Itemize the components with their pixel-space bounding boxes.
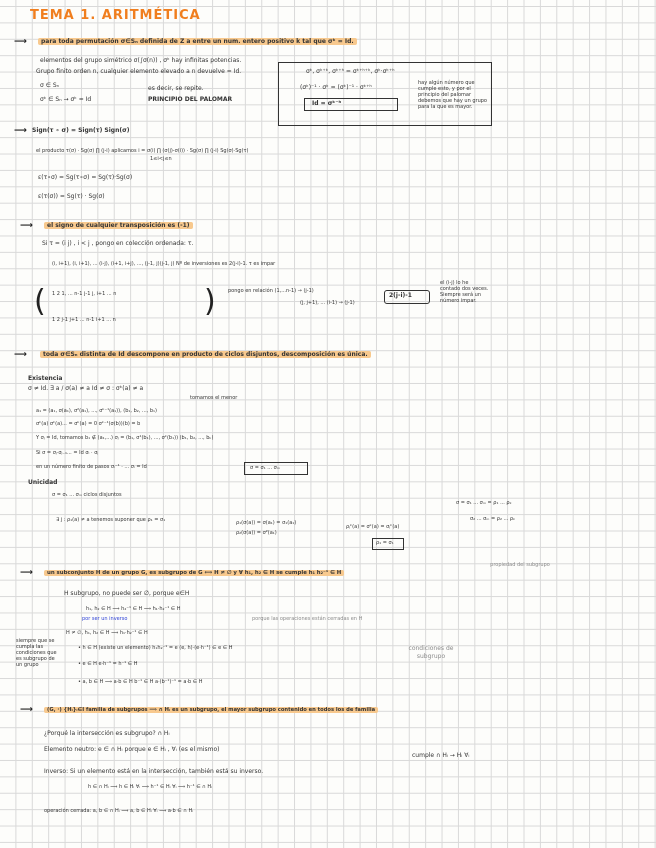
s4-existence: Existencia [28, 375, 63, 382]
s4-box-2: ρ₁ = σ₁ [376, 540, 394, 546]
arrow-icon: ⟶ [14, 126, 27, 136]
arrow-icon: ⟶ [14, 37, 27, 47]
s1-line-5: σᵏ ∈ Sₙ → σᵏ = Id [40, 96, 92, 103]
s4-box: σ = σ₁ ... σₘ [250, 465, 280, 471]
s1-line-4: es decir, se repite. [148, 85, 204, 92]
s4-line-14: ρⱼᵏ(a) = σᵏ(a) = σⱼᵏ(a) [346, 524, 400, 530]
s1-line-3: σ ∈ Sₙ [40, 82, 60, 89]
s4-line-7: Si σ = σⱼ·σⱼ₋₁... = Id σᵢ · σⱼ [36, 450, 99, 456]
s3-note: el (i-j) lo he contado dos veces. Siempre será un número impar. [440, 280, 489, 304]
s4-line-2: σ ≠ Id. ∃ a / σ(a) ≠ a Id ≠ σ : σᵏ(a) ≠ a [28, 385, 144, 392]
s5-line-2: h₁, h₂ ∈ H ⟹ h₂⁻¹ ∈ H ⟹ h₁·h₂⁻¹ ∈ H [86, 606, 181, 612]
arrow-icon: ⟶ [20, 568, 33, 578]
right-paren: ) [204, 284, 216, 319]
s3-line-1: Si τ = (i j) , i < j , pongo en colección ordenada: τ. [42, 240, 194, 247]
s2-line-1: el producto τ(σ) · Sg(σ) ∏ (j-i) aplicamos i = σ(i) ∏ (σ(j)-σ(i)) · Sg(σ) ∏ (j-i) Sg(σ)·Sg(τ) [36, 148, 249, 154]
section-5-heading: un subconjunto H de un grupo G, es subgrupo de G ⟺ H ≠ ∅ y ∀ h₁, h₂ ∈ H se cumple h₁ h₂⁻¹ ∈ H [44, 570, 344, 576]
s4-line-11: ∃ j : ρ₁(a) ≠ a tenemos suponer que ρ₁ = σ₁ [56, 517, 166, 523]
arrow-icon: ⟶ [20, 705, 33, 715]
section-3-heading: el signo de cualquier transposición es (-1) [44, 222, 193, 229]
section-4-heading: toda σ∈Sₙ distinta de Id descompone en producto de ciclos disjuntos, descomposición es única. [40, 351, 371, 358]
s3-relation-1: pongo en relación (1,...n-1) → (j-1) [228, 288, 314, 294]
s2-line-2: 1≤i<j≤n [150, 156, 172, 162]
s5-right-note: condiciones de subgrupo [408, 645, 454, 660]
s4-line-3: tomamos el menor [190, 395, 238, 401]
section-1-heading: para toda permutación σ∈Sₙ definida de Z a entre un num. entero positivo k tal que σᵏ = Id. [38, 38, 357, 45]
s4-line-13: ρ₂(σ(a)) = σ²(a₁) [236, 530, 277, 536]
s3-line-2: (i, i+1), (i, i+1), ... (i-j), (i+1, i+j), ..., (j-1, j)(j-1, j) Nº de inversiones es 2(j-i)-1. τ es impar [52, 261, 276, 267]
s4-line-6: Y σⱼ = Id, tomamos b₁ ∉ (a₁,...) σⱼ = (b₁, σ¹(b₁), ..., σᵏ(b₁)) (b₁, b₂, ..., bₖ) [36, 435, 214, 441]
s4-right-2: σ₂ ... σₘ = ρ₂ ... ρₖ [470, 516, 516, 522]
s6-line-5: operación cerrada: a, b ∈ ∩ Hᵢ ⟹ a, b ∈ Hᵢ ∀ᵢ ⟹ a·b ∈ ∩ Hᵢ [44, 808, 194, 814]
s5-line-5: • e ∈ H e·h⁻¹ = h⁻¹ ∈ H [78, 661, 138, 667]
s5-blue-note: por ser un inverso [82, 616, 128, 622]
section-6-heading: (G, ·) {Hᵢ}ᵢ∈I familia de subgrupos ⟹ ∩ Hᵢ es un subgrupo, el mayor subgrupo contenido en todos los de familia [44, 707, 378, 713]
s1-line-6: PRINCIPIO DEL PALOMAR [148, 96, 233, 103]
s6-side-note: cumple ∩ Hᵢ → Hᵢ ∀ᵢ [412, 752, 470, 759]
left-paren: ( [34, 284, 46, 319]
s1-line-2: Grupo finito orden n, cualquier elemento elevado a n devuelve = Id. [36, 68, 242, 75]
s4-uniqueness: Unicidad [28, 479, 58, 486]
s6-line-2: Elemento neutro: e ∈ ∩ Hᵢ porque e ∈ Hᵢ , ∀ᵢ (es el mismo) [44, 746, 220, 753]
s1-note: hay algún número que cumple esto, y por el principio del palomar debemos que hay un grupo para la que es mayor. [418, 80, 487, 110]
s3-result: 2(j-i)-1 [389, 292, 412, 299]
s1-box-line-2: (σᵏ)⁻¹ · σᵏ = (σᵏ)⁻¹ · σᵏ⁺ʰ [300, 84, 372, 91]
s4-line-10: σ = σ₁ ... σₘ ciclos disjuntos [52, 492, 122, 498]
s4-line-5: σᵏ(a) σᵏ(a)... = σᵏ(a) = 0 σᵏ⁻¹(σ(b))(b) = b [36, 421, 141, 427]
s1-line-1: elementos del grupo simétrico σ(∫σ(n)) , σᵏ hay infinitas potencias. [40, 57, 242, 64]
s5-line-6: • a, b ∈ H ⟹ a·b ∈ H b⁻¹ ∈ H a·(b⁻¹)⁻¹ = a·b ∈ H [78, 679, 203, 685]
s5-grey-note: porque las operaciones están cerradas en H [252, 616, 363, 622]
s4-line-12: ρ₁(σ(a)) = σ(a₁) = σ₁(a₁) [236, 520, 297, 526]
s1-box-line-3: Id = σᵏ⁻ʰ [312, 100, 342, 107]
s4-line-8: en un número finito de pasos σᵢ⁻¹ · ... σᵢ = Id [36, 464, 147, 470]
s6-line-3: Inverso: Si un elemento está en la intersección, también está su inverso. [44, 768, 264, 775]
section-2-heading: Sign(τ ∘ σ) = Sign(τ) Sign(σ) [32, 127, 130, 134]
arrow-icon: ⟶ [14, 350, 27, 360]
s5-line-1: H subgrupo, no puede ser ∅, porque e∈H [64, 590, 190, 597]
s1-box-line-1: σᵏ, σᵏ⁺ᵏ, σᵏ⁺ʰ = σᵏ⁺ʰ⁺ᵏ, σᵏ·σᵏ⁺ʰ [306, 68, 395, 75]
s5-line-3: H ≠ ∅, h₁, h₂ ∈ H ⟹ h₁·h₂⁻¹ ∈ H [66, 630, 148, 636]
s4-right-1: σ = σ₁ ... σₘ = ρ₁ ... ρₖ [456, 500, 512, 506]
s3-matrix-row-1: 1 2 1, ... n-1 j-1 j, i+1 ... n [52, 291, 117, 297]
s5-side-note: propiedad del subgrupo [490, 562, 550, 568]
s5-line-4: • h ∈ H (existe un elemento) h₁h₂⁻¹ = e (e, h)·(e·h⁻¹) ∈ e ∈ H [78, 645, 233, 651]
s3-matrix-row-2: 1 2 j-1 j+1 ... n-1 i+1 ... n [52, 317, 116, 323]
s6-line-4: h ∈ ∩ Hᵢ ⟹ h ∈ Hᵢ ∀ᵢ ⟹ h⁻¹ ∈ Hᵢ ∀ᵢ ⟹ h⁻¹ ∈ ∩ Hᵢ [88, 784, 213, 790]
s3-relation-2: (j, j+1), ... (i-1) → (j-1) [300, 300, 355, 306]
s6-line-1: ¿Porqué la intersección es subgrupo? ∩ Hᵢ [44, 730, 170, 737]
arrow-icon: ⟶ [20, 221, 33, 231]
s2-line-3: ε(τ∘σ) = Sg(τ∘σ) = Sg(τ)·Sg(σ) [38, 174, 133, 181]
s4-line-4: a₁ = (a₁, σ(a₁), σ²(a₁), ..., σᵏ⁻¹(a₁)), (b₁, b₂, ..., b₁) [36, 408, 158, 414]
s5-left-note: siempre que se cumpla las condiciones que es subgrupo de un grupo [16, 638, 57, 668]
page-title: TEMA 1. ARITMÉTICA [30, 8, 201, 23]
s2-line-4: ε(τ(σ)) = Sg(τ) · Sg(σ) [38, 193, 105, 200]
